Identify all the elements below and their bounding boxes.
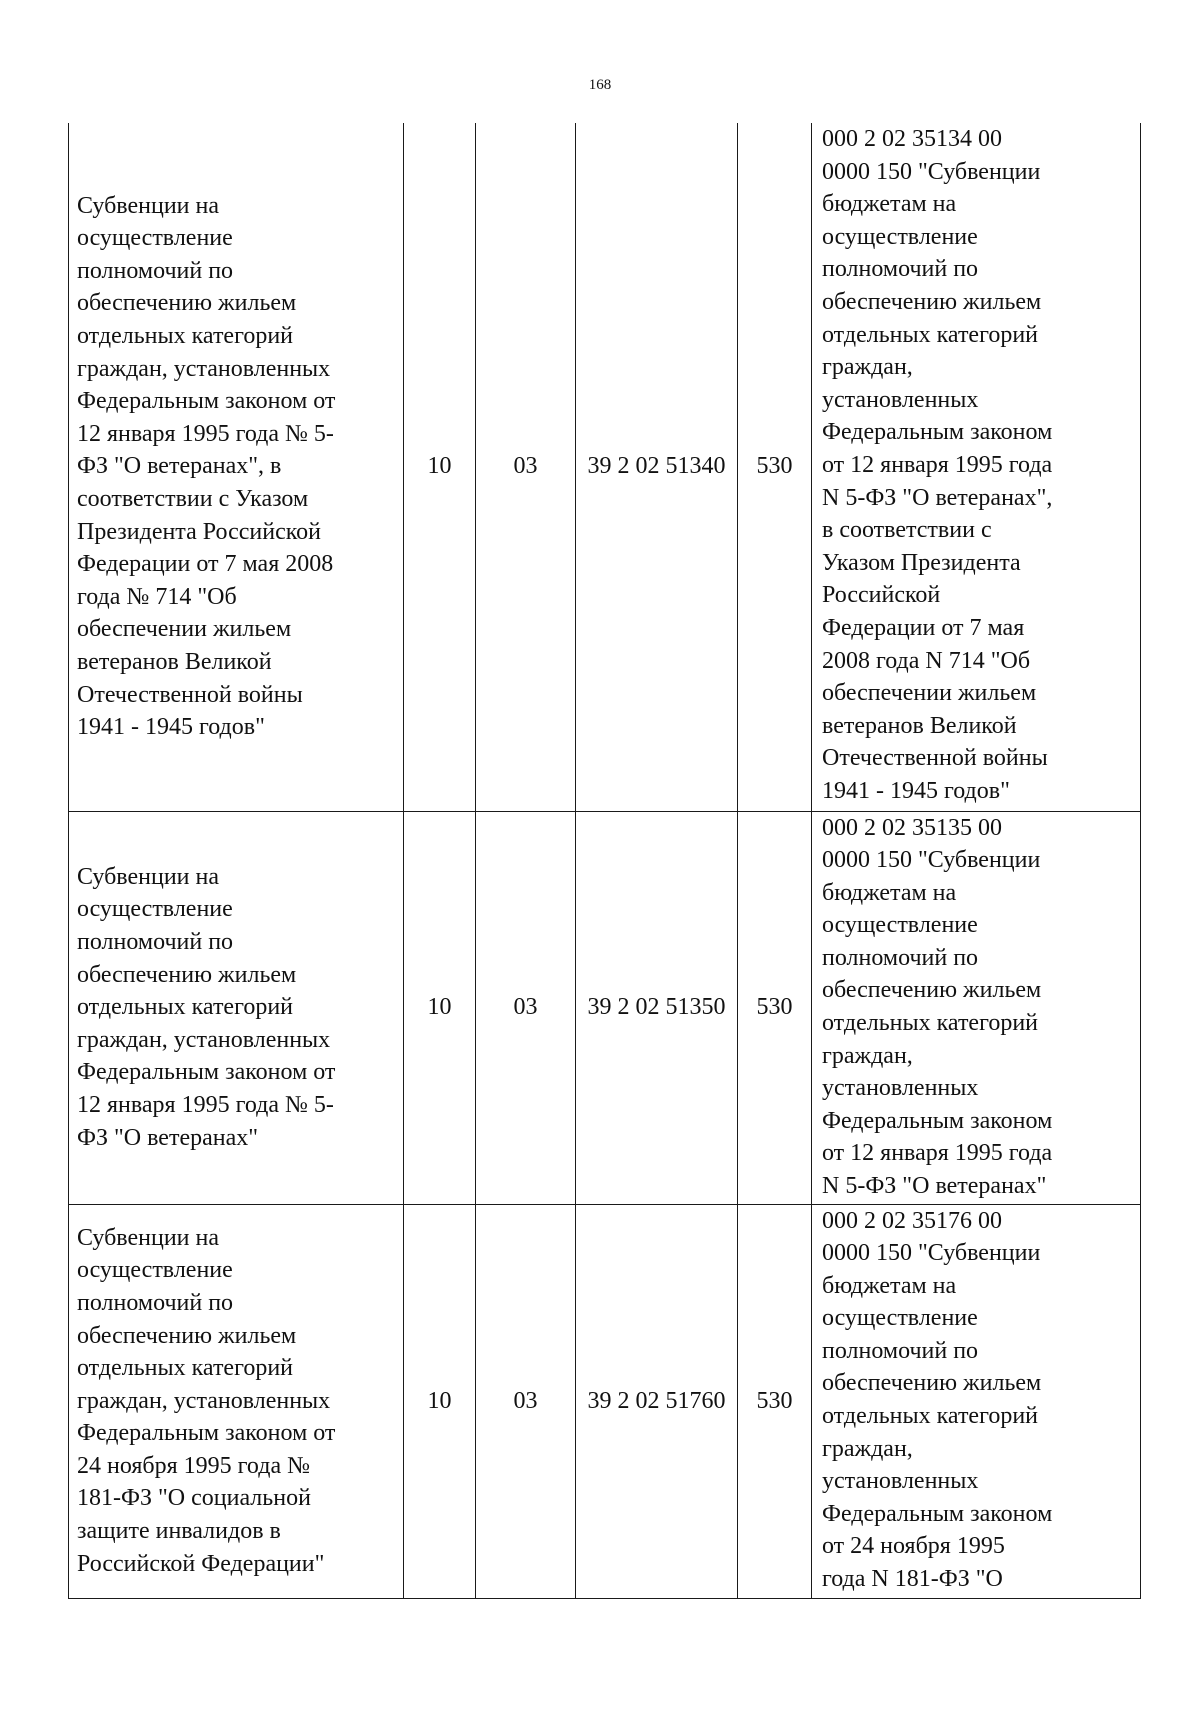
table-row bbox=[69, 1204, 1141, 1598]
expense-name: Субвенции на осуществление полномочий по обеспечению жильем отдельных категорий граждан, установленных Федеральным законом от 12 января 1995 года № 5- ФЗ "О ветеранах" bbox=[77, 863, 336, 1151]
expense-name-cell bbox=[69, 123, 404, 811]
table-row bbox=[69, 811, 1141, 1204]
income-code: 000 2 02 35134 00 0000 150 "Субвенции бюджетам на осуществление полномочий по обеспечению жильем отдельных категорий граждан, установленных Федеральным законом от 12 января 1995 года N 5-ФЗ "О ветеранах", в соответствии с Указом Президента Российской Федерации от 7 мая 2008 года N 714 "Об обеспечении жильем ветеранов Великой Отечественной войны 1941 - 1945 годов" bbox=[822, 126, 1053, 804]
income-code: 000 2 02 35176 00 0000 150 "Субвенции бюджетам на осуществление полномочий по обеспечению жильем отдельных категорий граждан, установленных Федеральным законом от 24 ноября 1995 года N 181-ФЗ "О bbox=[822, 1207, 1053, 1593]
expense-name: Субвенции на осуществление полномочий по обеспечению жильем отдельных категорий граждан, установленных Федеральным законом от 12 января 1995 года № 5- ФЗ "О ветеранах", в соответствии с Указом Президента Российской Федерации от 7 мая 2008 года № 714 "Об обеспечении жильем ветеранов Великой Отечественной войны 1941 - 1945 годов" bbox=[77, 192, 336, 741]
income-code-cell bbox=[812, 123, 1141, 811]
target-code-cell: 39 2 02 51760 bbox=[576, 1204, 738, 1598]
expense-name-cell bbox=[69, 811, 404, 1204]
target-code-cell: 39 2 02 51350 bbox=[576, 811, 738, 1204]
expense-name-cell bbox=[69, 1204, 404, 1598]
subsection-cell: 03 bbox=[476, 123, 576, 811]
budget-table bbox=[68, 123, 1141, 1599]
expense-name: Субвенции на осуществление полномочий по обеспечению жильем отдельных категорий граждан, установленных Федеральным законом от 24 ноября 1995 года № 181-ФЗ "О социальной защите инвалидов в Российской Федерации" bbox=[77, 1224, 336, 1577]
income-code-cell bbox=[812, 1204, 1141, 1598]
section-cell: 10 bbox=[404, 123, 476, 811]
page-number: 168 bbox=[588, 77, 612, 93]
income-code-cell bbox=[812, 811, 1141, 1204]
section-cell: 10 bbox=[404, 1204, 476, 1598]
subsection-cell: 03 bbox=[476, 811, 576, 1204]
expense-type-cell: 530 bbox=[738, 811, 812, 1204]
table-row bbox=[69, 123, 1141, 811]
target-code-cell: 39 2 02 51340 bbox=[576, 123, 738, 811]
income-code: 000 2 02 35135 00 0000 150 "Субвенции бюджетам на осуществление полномочий по обеспечению жильем отдельных категорий граждан, установленных Федеральным законом от 12 января 1995 года N 5-ФЗ "О ветеранах" bbox=[822, 814, 1053, 1200]
subsection-cell: 03 bbox=[476, 1204, 576, 1598]
expense-type-cell: 530 bbox=[738, 123, 812, 811]
section-cell: 10 bbox=[404, 811, 476, 1204]
expense-type-cell: 530 bbox=[738, 1204, 812, 1598]
